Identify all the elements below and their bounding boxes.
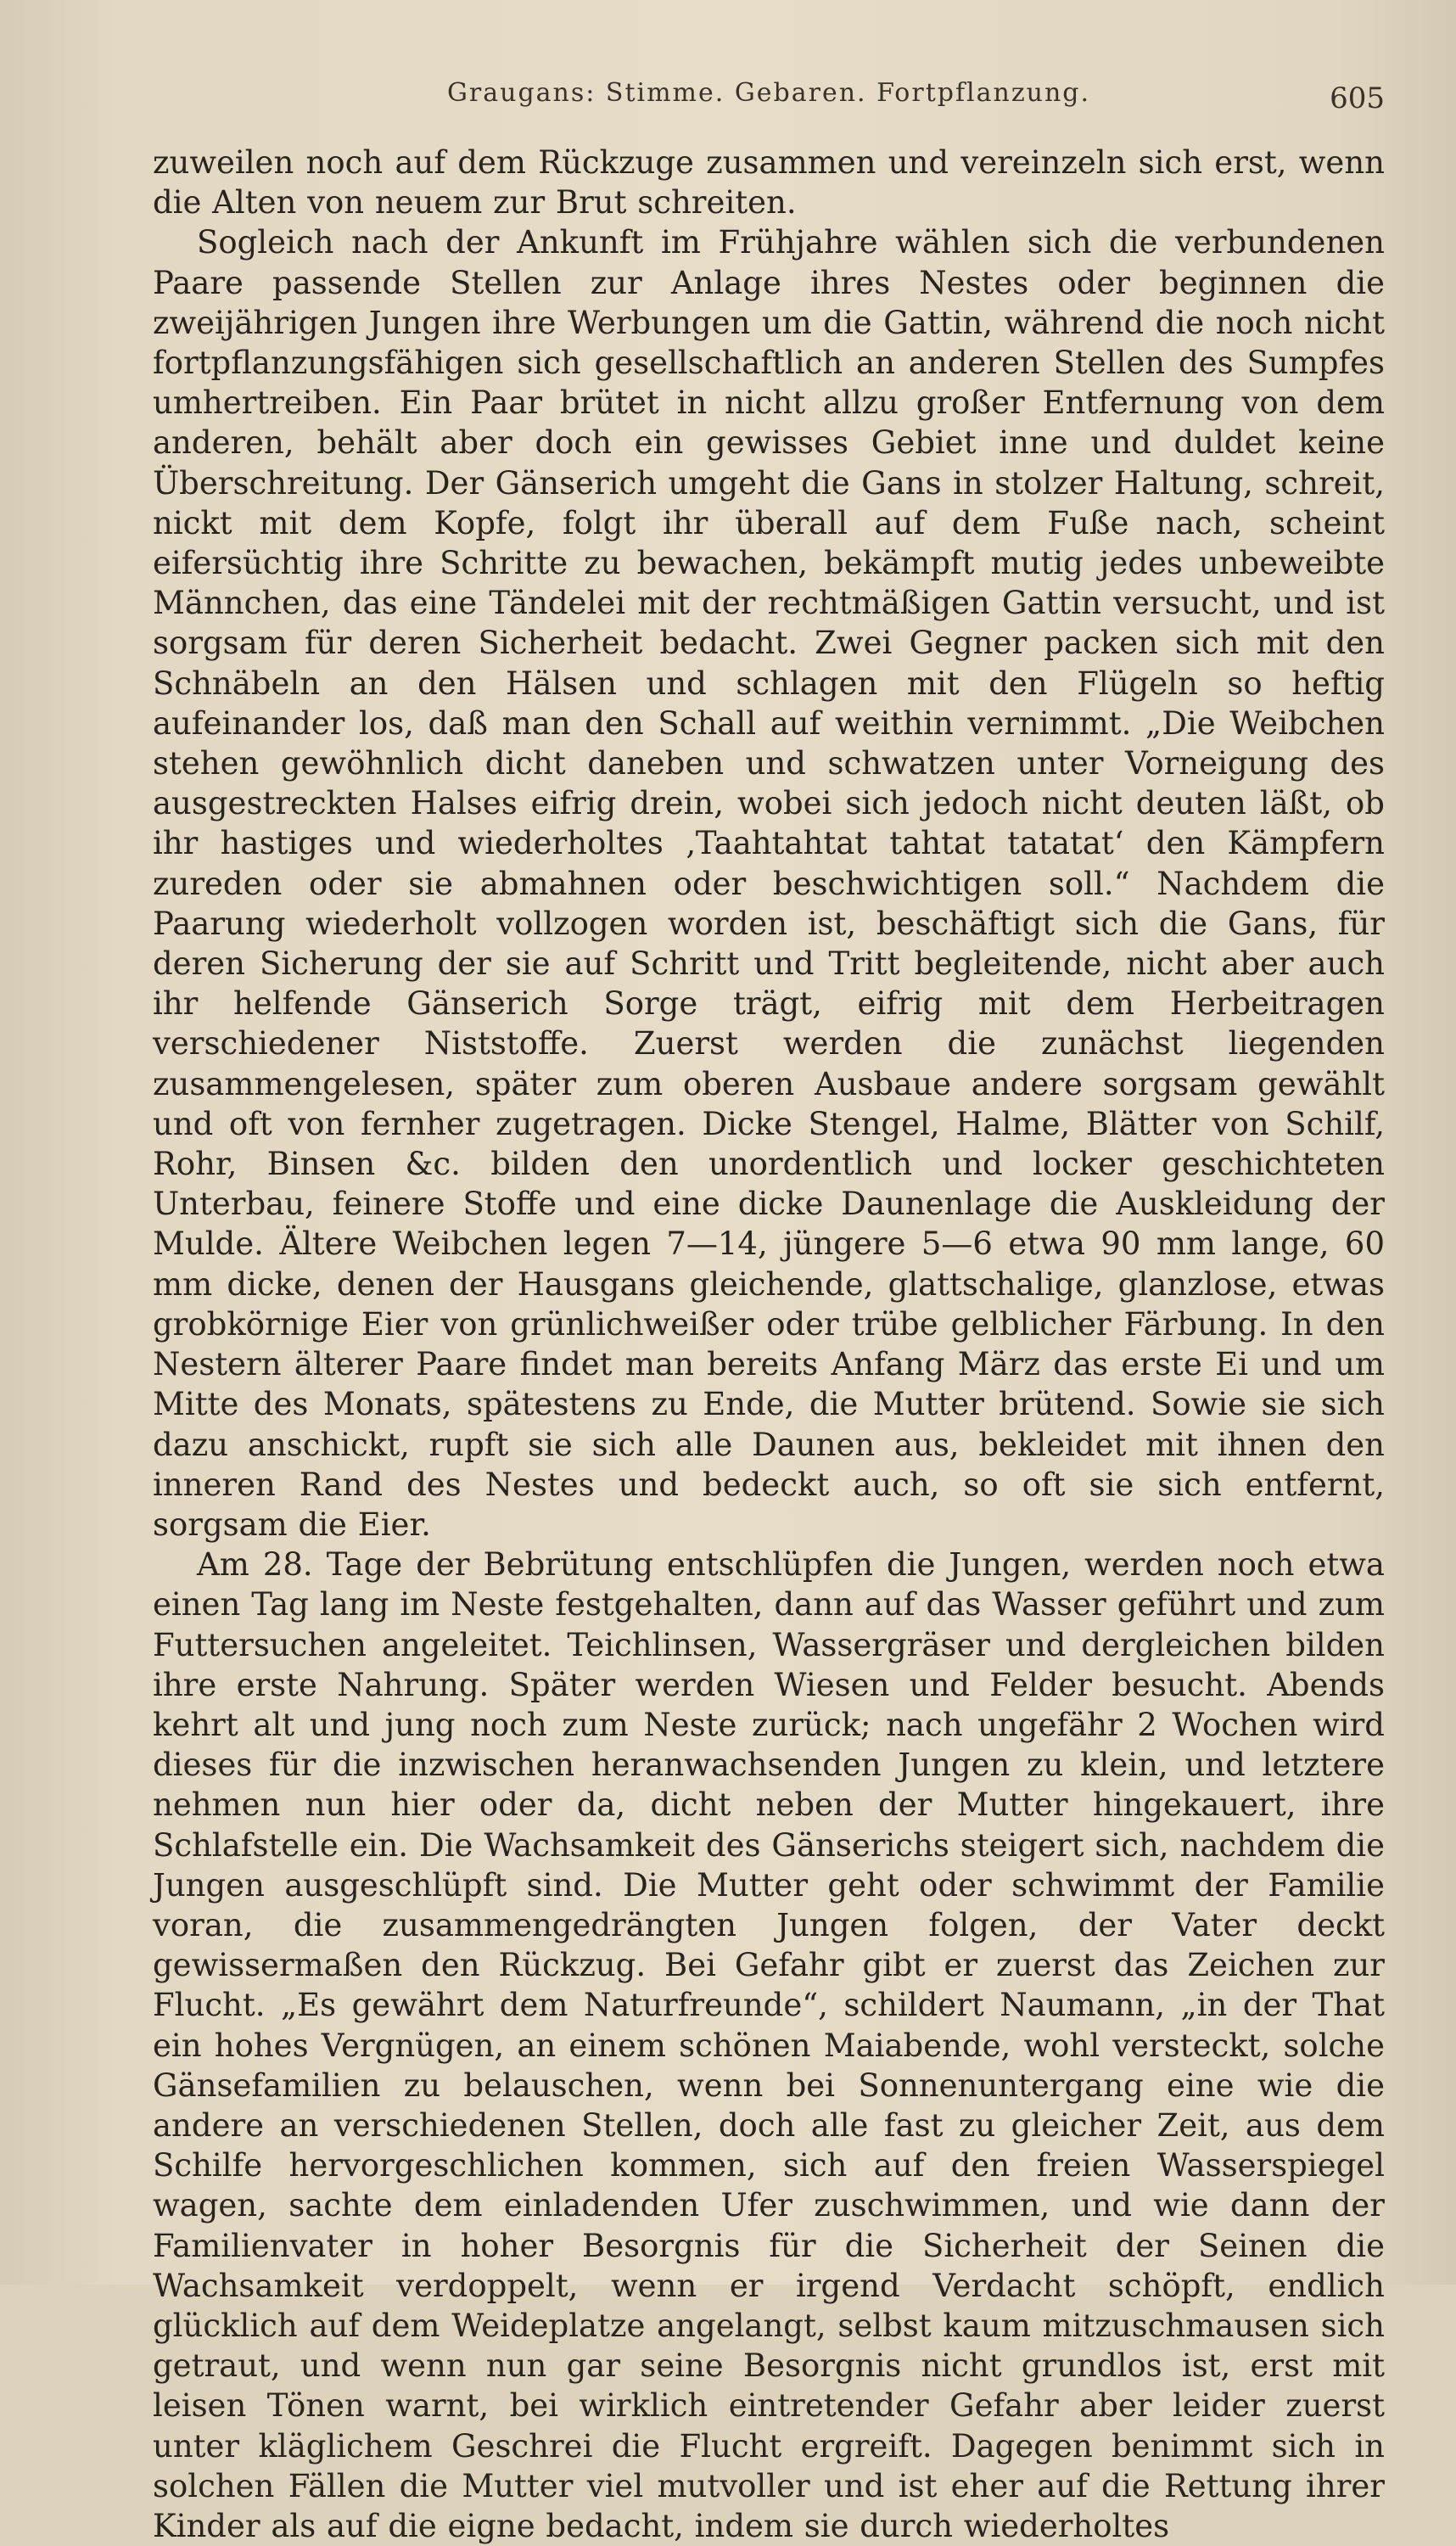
running-head: Graugans: Stimme. Gebaren. Fortpflanzung.: [446, 78, 1091, 108]
body-text: [153, 143, 1385, 2546]
paragraph-hatching: Am 28. Tage der Bebrütung entschlüpfen die Jungen, werden noch etwa einen Tag lang im Neste festgehalten, dann auf das Wasser geführt und zum Futtersuchen angeleitet. Teichlinsen, Wassergräser und dergleichen bilden ihre erste Nahrung. Später werden Wiesen und Felder besucht. Abends kehrt alt und jung noch zum Neste zurück; nach ungefähr 2 Wochen wird dieses für die inzwischen heranwachsenden Jungen zu klein, und letztere nehmen nun hier oder da, dicht neben der Mutter hingekauert, ihre Schlafstelle ein. Die Wachsamkeit des Gänserichs steigert sich, nachdem die Jungen ausgeschlüpft sind. Die Mutter geht oder schwimmt der Familie voran, die zusammengedrängten Jungen folgen, der Vater deckt gewissermaßen den Rückzug. Bei Gefahr gibt er zuerst das Zeichen zur Flucht. „Es gewährt dem Naturfreunde“, schildert Naumann, „in der That ein hohes Vergnügen, an einem schönen Maiabende, wohl versteckt, solche Gänsefamilien zu belauschen, wenn bei Sonnenuntergang eine wie die andere an verschiedenen Stellen, doch alle fast zu gleicher Zeit, aus dem Schilfe hervorgeschlichen kommen, sich auf den freien Wasserspiegel wagen, sachte dem einladenden Ufer zuschwimmen, und wie dann der Familienvater in hoher Besorgnis für die Sicherheit der Seinen die Wachsamkeit verdoppelt, wenn er irgend Verdacht schöpft, endlich glücklich auf dem Weideplatze angelangt, selbst kaum mitzuschmausen sich getraut, und wenn nun gar seine Besorgnis nicht grundlos ist, erst mit leisen Tönen warnt, bei wirklich eintretender Gefahr aber leider zuerst unter kläglichem Geschrei die Flucht ergreift. Dagegen benimmt sich in solchen Fällen die Mutter viel mutvoller und ist eher auf die Rettung ihrer Kinder als auf die eigne bedacht, indem sie durch wiederholtes: [153, 1546, 1385, 2544]
page-header: [153, 78, 1385, 129]
paragraph-continuation: zuweilen noch auf dem Rückzuge zusammen und vereinzeln sich erst, wenn die Alten von neuem zur Brut schreiten.: [153, 144, 1385, 222]
paragraph-nesting: Sogleich nach der Ankunft im Frühjahre wählen sich die verbundenen Paare passende Stellen zur Anlage ihres Nestes oder beginnen die zweijährigen Jungen ihre Werbungen um die Gattin, während die noch nicht fortpflanzungsfähigen sich gesellschaftlich an anderen Stellen des Sumpfes umhertreiben. Ein Paar brütet in nicht allzu großer Entfernung von dem anderen, behält aber doch ein gewisses Gebiet inne und duldet keine Überschreitung. Der Gänserich umgeht die Gans in stolzer Haltung, schreit, nickt mit dem Kopfe, folgt ihr überall auf dem Fuße nach, scheint eifersüchtig ihre Schritte zu bewachen, bekämpft mutig jedes unbeweibte Männchen, das eine Tändelei mit der rechtmäßigen Gattin versucht, und ist sorgsam für deren Sicherheit bedacht. Zwei Gegner packen sich mit den Schnäbeln an den Hälsen und schlagen mit den Flügeln so heftig aufeinander los, daß man den Schall auf weithin vernimmt. „Die Weibchen stehen gewöhnlich dicht daneben und schwatzen unter Vorneigung des ausgestreckten Halses eifrig drein, wobei sich jedoch nicht deuten läßt, ob ihr hastiges und wiederholtes ‚Taahtahtat tahtat tatatat‘ den Kämpfern zureden oder sie abmahnen oder beschwichtigen soll.“ Nachdem die Paarung wiederholt vollzogen worden ist, beschäftigt sich die Gans, für deren Sicherung der sie auf Schritt und Tritt begleitende, nicht aber auch ihr helfende Gänserich Sorge trägt, eifrig mit dem Herbeitragen verschiedener Niststoffe. Zuerst werden die zunächst liegenden zusammengelesen, später zum oberen Ausbaue andere sorgsam gewählt und oft von fernher zugetragen. Dicke Stengel, Halme, Blätter von Schilf, Rohr, Binsen &c. bilden den unordentlich und locker geschichteten Unterbau, feinere Stoffe und eine dicke Daunenlage die Auskleidung der Mulde. Ältere Weibchen legen 7—14, jüngere 5—6 etwa 90 mm lange, 60 mm dicke, denen der Hausgans gleichende, glattschalige, glanzlose, etwas grobkörnige Eier von grünlichweißer oder trübe gelblicher Färbung. In den Nestern älterer Paare findet man bereits Anfang März das erste Ei und um Mitte des Monats, spätestens zu Ende, die Mutter brütend. Sowie sie sich dazu anschickt, rupft sie sich alle Daunen aus, bekleidet mit ihnen den inneren Rand des Nestes und bedeckt auch, so oft sie sich entfernt, sorgsam die Eier.: [153, 224, 1385, 1543]
page-number: 605: [1330, 81, 1385, 115]
